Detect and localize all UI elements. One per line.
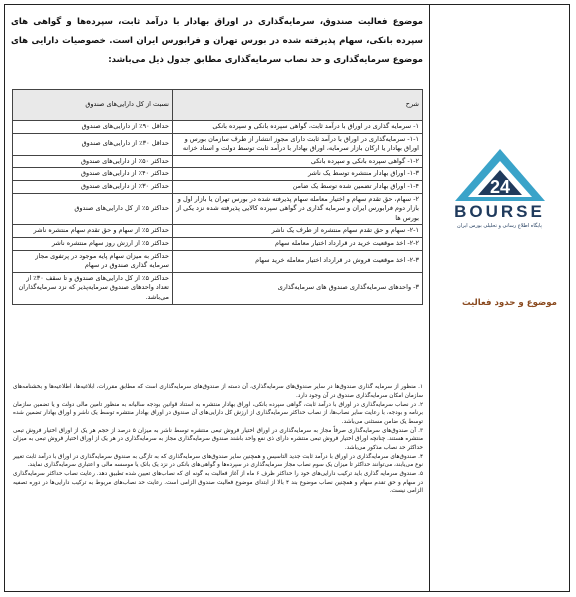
table-row bbox=[13, 121, 423, 134]
row-description: ۱-۳- اوراق بهادار منتشره توسط یک ناشر bbox=[173, 168, 423, 181]
footnote: ۵. صندوق سرمایه گذاری باید ترکیب دارایی‌های خود را حداکثر ظرف ۶ ماه از آغاز فعالیت به گونه ای که نصاب‌های تعیین شده تطبیق دهد. رعایت نصاب حداکثر سرمایه‌گذاری در سهام و حق تقدم سهام و همچنین نصاب موضوع بند ۴ بالا از ابتدای موضوع فعالیت صندوق الزامی است. رعایت حد نصاب‌های مربوط به ترکیب دارایی‌ها در دوره تصفیه الزامی نیست. bbox=[13, 471, 424, 494]
footnote: ۳. آن صندوق‌های سرمایه‌گذاری صرفاً مجاز به سرمایه‌گذاری در اوراق اختیار فروش تبعی منتشره توسط ناشر به میزان ۵ درصد از حجم هر یک از اوراق اختیار فروش تبعی منتشره هستند. چنانچه اوراق اختیار فروش تبعی منتشره دارای ذی نفع واحد باشند صندوق سرمایه‌گذاری مجاز به سرمایه‌گذاری در هر یک از اوراق اختیار فروش تبعی به میزان حداکثر حد نصاب مذکور می‌باشد. bbox=[13, 427, 423, 451]
row-description: ۲-۳- اخذ موقعیت فروش در قرارداد اختیار معامله خرید سهام bbox=[173, 250, 423, 272]
footnotes bbox=[13, 383, 423, 496]
content-column bbox=[5, 5, 429, 591]
bourse-emblem-icon bbox=[452, 146, 548, 204]
table-row bbox=[13, 168, 423, 181]
table-row bbox=[13, 193, 423, 225]
row-ratio: حداکثر ۵۰٪ از دارایی‌های صندوق bbox=[13, 155, 173, 168]
table-row bbox=[13, 225, 423, 238]
row-ratio: حداکثر ۵٪ از کل دارایی‌های صندوق و تا سقف ۳۰٪ از تعداد واحدهای صندوق سرمایه‌پذیر که نزد سرمایه‌گذاران می‌باشد. bbox=[13, 272, 173, 304]
bourse-logo bbox=[434, 146, 565, 229]
footnote: ۲. در نصاب سرمایه‌گذاری در اوراق با درآمد ثابت، گواهی سپرده بانکی، اوراق بهادار منتشره به استناد قوانین بودجه سالیانه به منظور تامین مالی دولت و یا تضمین سازمان برنامه و بودجه، با رعایت سایر نصاب‌ها، از نصاب حداکثر سرمایه‌گذاری از ارزش کل دارایی‌های آن صندوق در اوراق بهادار منتشره توسط یک ناشر و اوراق بهادار تضمین شده توسط یک ضامن مستثنی می‌باشد. bbox=[13, 401, 423, 425]
table-header-row bbox=[13, 90, 423, 121]
row-ratio: حداکثر ۳۰٪ از دارایی‌های صندوق bbox=[13, 180, 173, 193]
header-ratio: نسبت از کل دارایی‌های صندوق bbox=[13, 90, 173, 121]
table-row bbox=[13, 237, 423, 250]
table-row bbox=[13, 133, 423, 155]
header-description: شرح bbox=[173, 90, 423, 121]
footnote: ۱. منظور از سرمایه گذاری صندوق‌ها در سایر صندوق‌های سرمایه‌گذاری، آن دسته از صندوق‌های سرمایه‌گذاری است که مطابق مقررات، ابلاغیه‌ها، اطلاعیه‌ها و بخشنامه‌های سازمان امکان سرمایه‌گذاری صندوق در آن وجود دارد. bbox=[13, 384, 423, 399]
side-section-title: موضوع و حدود فعالیت bbox=[461, 298, 557, 308]
row-ratio: حداکثر ۵٪ از ارزش روز سهام منتشره ناشر bbox=[13, 237, 173, 250]
svg-text:24: 24 bbox=[489, 177, 510, 197]
row-ratio: حداقل ۹۰٪ از دارایی‌های صندوق bbox=[13, 121, 173, 134]
table-row bbox=[13, 180, 423, 193]
row-ratio: حداکثر ۵٪ از سهام و حق تقدم سهام منتشره ناشر bbox=[13, 225, 173, 238]
row-description: ۲- سهام، حق تقدم سهام و اختیار معامله سهام پذیرفته شده در بورس تهران یا بازار اول و بازار دوم فرابورس ایران و سرمایه گذاری در گواهی سپرده کالایی پذیرفته شده نزد یکی از بورس ها bbox=[173, 193, 423, 225]
row-description: ۱-۲- گواهی سپرده بانکی و سپرده بانکی bbox=[173, 155, 423, 168]
intro-paragraph: موضوع فعالیت صندوق، سرمایه‌گذاری در اوراق بهادار با درآمد ثابت، سپرده‌ها و گواهی های سپرده بانکی، سهام پذیرفته شده در بورس تهران و فرابورس ایران است. خصوصیات دارایی های موضوع سرمایه‌گذاری و حد نصاب سرمایه‌گذاری مطابق جدول ذیل می‌باشد: bbox=[11, 17, 423, 65]
table-row bbox=[13, 250, 423, 272]
row-description: ۱-۴- اوراق بهادار تضمین شده توسط یک ضامن bbox=[173, 180, 423, 193]
row-description: ۲-۲- اخذ موقعیت خرید در قرارداد اختیار معامله سهام bbox=[173, 237, 423, 250]
table-row bbox=[13, 155, 423, 168]
row-description: ۳- واحدهای سرمایه‌گذاری صندوق های سرمایه‌گذاری bbox=[173, 272, 423, 304]
logo-wordmark: BOURSE bbox=[454, 202, 545, 221]
row-ratio: حداکثر ۵٪ از کل دارایی‌های صندوق bbox=[13, 193, 173, 225]
side-column bbox=[430, 5, 569, 591]
row-description: ۱- سرمایه گذاری در اوراق با درآمد ثابت، گواهی سپرده بانکی و سپرده بانکی bbox=[173, 121, 423, 134]
investment-limits-table bbox=[12, 89, 423, 305]
row-description: ۱-۱- سرمایه‌گذاری در اوراق با درآمد ثابت دارای مجوز انتشار از طرف سازمان بورس و اوراق بهادار یا ارکان بازار سرمایه، اوراق بهادار با درآمد ثابت توسط دولت و اسناد خزانه bbox=[173, 133, 423, 155]
row-ratio: حداکثر ۴۰٪ از دارایی‌های صندوق bbox=[13, 168, 173, 181]
row-description: ۲-۱- سهام و حق تقدم سهام منتشره از طرف یک ناشر bbox=[173, 225, 423, 238]
table-row bbox=[13, 272, 423, 304]
footnote: ۴. صندوق‌های سرمایه‌گذاری در اوراق با درآمد ثابت جدید التاسیس و همچنین سایر صندوق‌های سرمایه‌گذاری که به تازگی به صندوق سرمایه‌گذاری در اوراق با درآمد ثابت تغییر نوع می‌یابند، می‌توانند حداکثر تا میزان یک سوم نصاب مجاز سرمایه‌گذاری در سپرده‌ها و گواهی‌های بانکی در نزد یک بانک یا موسسه مالی و اعتباری سرمایه‌گذاری نمایند. bbox=[13, 453, 423, 468]
row-ratio: حداقل ۳۰٪ از دارایی‌های صندوق bbox=[13, 133, 173, 155]
logo-subtitle: پایگاه اطلاع رسانی و تحلیلی بورس ایران bbox=[457, 223, 542, 229]
row-ratio: حداکثر به میزان سهام پایه موجود در پرتفوی مجاز سرمایه گذاری صندوق در سهام bbox=[13, 250, 173, 272]
